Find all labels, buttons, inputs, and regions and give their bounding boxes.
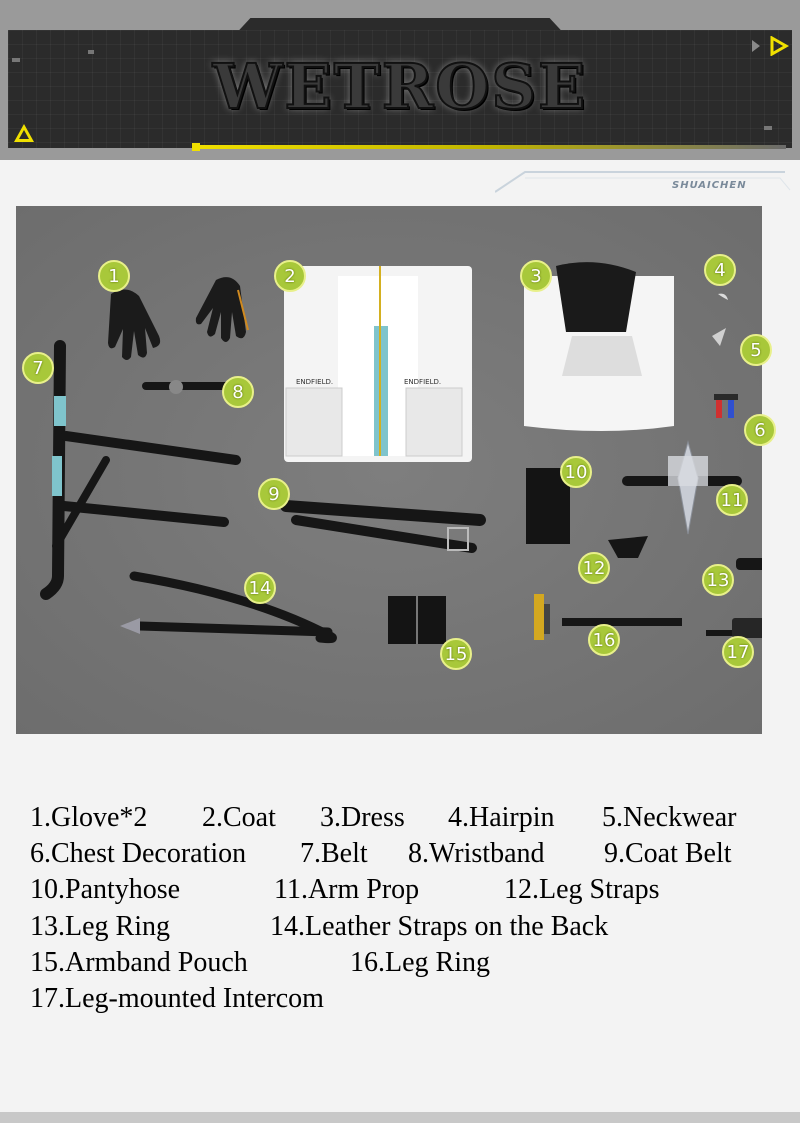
list-row — [30, 836, 770, 872]
list-item: 1.Glove*2 — [30, 802, 148, 833]
item-marker: 17 — [722, 636, 754, 668]
item-marker: 12 — [578, 552, 610, 584]
armband-pouch-item — [388, 596, 446, 644]
item-marker: 14 — [244, 572, 276, 604]
item-marker: 10 — [560, 456, 592, 488]
intercom-item — [706, 618, 762, 638]
item-marker: 13 — [702, 564, 734, 596]
item-marker: 3 — [520, 260, 552, 292]
list-row — [30, 800, 770, 836]
leg-ring-item — [736, 558, 762, 570]
item-marker: 4 — [704, 254, 736, 286]
product-illustration — [16, 206, 762, 734]
item-marker: 9 — [258, 478, 290, 510]
list-item: 16.Leg Ring — [350, 946, 490, 978]
list-item: 6.Chest Decoration — [30, 838, 247, 870]
corner-mark — [764, 126, 772, 130]
bottom-strip — [0, 1112, 800, 1123]
warning-triangle-icon — [12, 122, 36, 144]
item-marker: 7 — [22, 352, 54, 384]
list-item: 8.Wristband — [408, 838, 545, 870]
list-item: 2.Coat — [202, 802, 276, 833]
coat-logo-text: ENDFIELD. — [296, 378, 334, 386]
neckwear-item — [712, 328, 726, 346]
hairpin-item — [718, 294, 728, 300]
progress-dot — [192, 143, 200, 151]
item-marker: 8 — [222, 376, 254, 408]
list-item: 5.Neckwear — [602, 802, 737, 833]
list-item: 17.Leg-mounted Intercom — [30, 983, 324, 1015]
coat-logo-text: ENDFIELD. — [404, 378, 442, 386]
list-item: 11.Arm Prop — [274, 874, 420, 906]
item-marker: 16 — [588, 624, 620, 656]
chest-decoration-item — [714, 394, 738, 418]
item-marker: 1 — [98, 260, 130, 292]
play-arrows-icon — [750, 36, 794, 56]
list-item: 4.Hairpin — [448, 802, 555, 833]
page-title: WETROSE — [212, 50, 588, 123]
list-row — [30, 945, 770, 981]
list-item: 15.Armband Pouch — [30, 946, 248, 978]
header — [0, 0, 800, 160]
list-item: 10.Pantyhose — [30, 874, 181, 906]
item-marker: 15 — [440, 638, 472, 670]
list-item: 12.Leg Straps — [504, 874, 660, 906]
list-item: 13.Leg Ring — [30, 910, 170, 942]
list-item: 14.Leather Straps on the Back — [270, 910, 609, 942]
leather-straps-item — [120, 576, 332, 639]
gloves-item — [108, 277, 248, 360]
item-marker: 2 — [274, 260, 306, 292]
list-row — [30, 981, 770, 1017]
items-list — [30, 800, 770, 1017]
product-photo — [16, 206, 766, 734]
item-marker: 6 — [744, 414, 776, 446]
list-row — [30, 872, 770, 908]
list-item: 3.Dress — [320, 802, 405, 833]
brand-logo: SHUAICHEN — [672, 180, 747, 191]
item-marker: 5 — [740, 334, 772, 366]
item-marker: 11 — [716, 484, 748, 516]
brand-tab — [495, 168, 795, 194]
coat-belt-item — [286, 506, 480, 550]
coat-item — [284, 266, 472, 462]
list-item: 7.Belt — [300, 838, 368, 870]
leg-straps-item — [608, 536, 648, 558]
list-item: 9.Coat Belt — [604, 838, 732, 870]
progress-line — [196, 145, 786, 149]
wristband-item — [142, 380, 232, 394]
list-row — [30, 909, 770, 945]
